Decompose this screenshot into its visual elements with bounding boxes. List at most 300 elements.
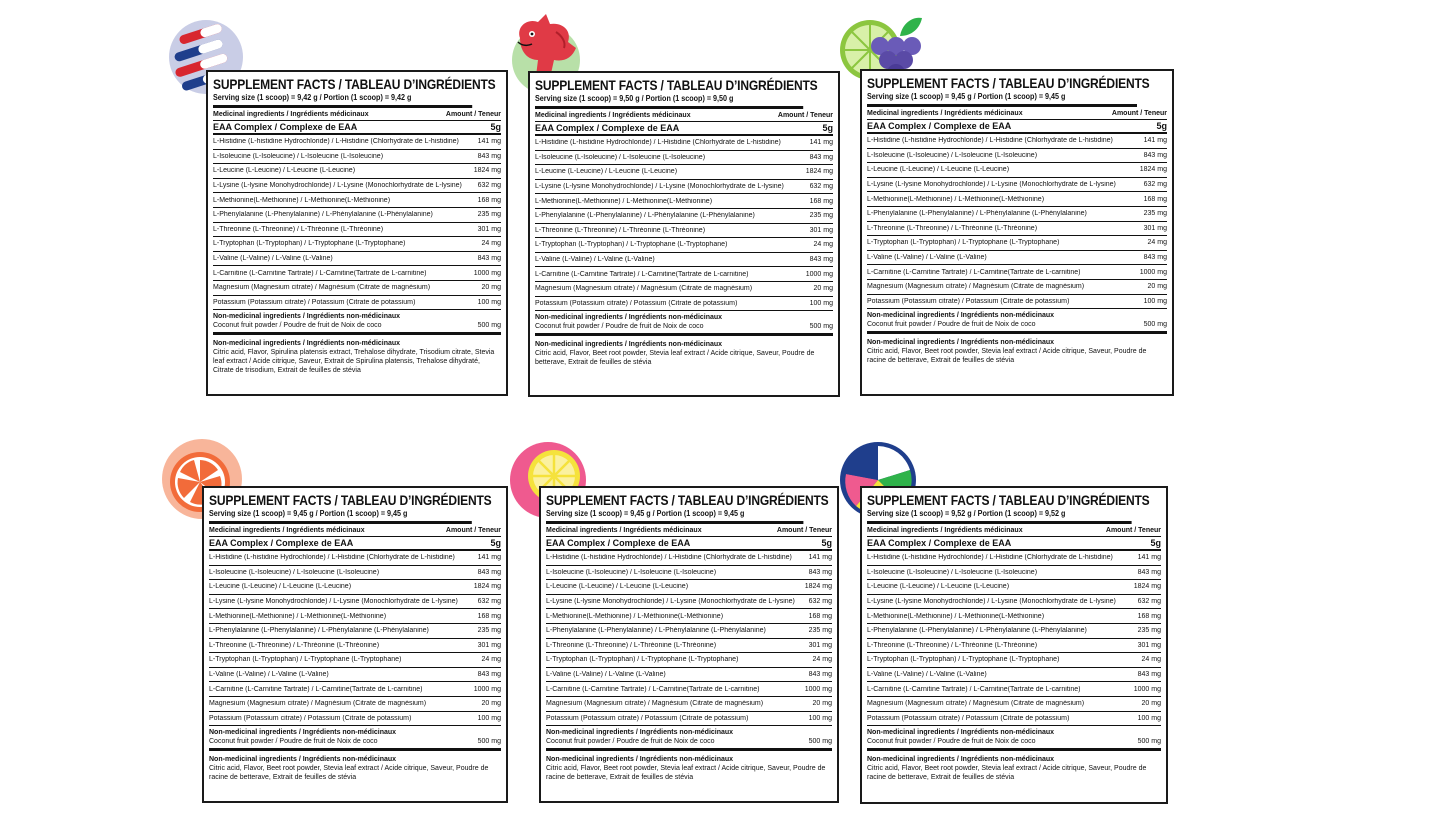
ingredient-name: L-Methionine(L-Methionine) / L-Méthionine(L-Méthionine)	[535, 197, 713, 205]
coconut-amount: 500 mg	[477, 738, 501, 746]
ingredient-row	[867, 178, 1167, 193]
ingredient-row	[213, 281, 501, 296]
ingredient-amount: 301 mg	[1143, 224, 1167, 232]
ingredient-row	[213, 237, 501, 252]
ingredient-name: L-Leucine (L-Leucine) / L-Leucine (L-Leucine)	[535, 168, 678, 176]
ingredient-amount: 1824 mg	[1139, 166, 1167, 174]
ingredient-name: L-Threonine (L-Threonine) / L-Thréonine (L-Thréonine)	[867, 224, 1038, 232]
ingredient-amount: 235 mg	[477, 211, 501, 219]
ingredient-row	[209, 624, 501, 639]
ingredient-name: L-Methionine(L-Methionine) / L-Méthionine(L-Méthionine)	[209, 612, 387, 620]
ingredient-amount: 24 mg	[481, 240, 501, 248]
ingredient-name: Magnesium (Magnesium citrate) / Magnésium (Citrate de magnésium)	[867, 283, 1085, 291]
eaa-complex-amount: 5g	[1156, 121, 1167, 131]
ingredient-amount: 235 mg	[1143, 210, 1167, 218]
ingredient-row	[213, 135, 501, 150]
ingredient-row	[867, 712, 1161, 727]
label-title: SUPPLEMENT FACTS / TABLEAU D’INGRÉDIENTS	[867, 492, 1150, 508]
ingredient-amount: 235 mg	[808, 627, 832, 635]
ingredient-name: L-Histidine (L-histidine Hydrochloride) / L-Histidine (Chlorhydrate de L-histidine)	[213, 138, 459, 146]
ingredient-row	[535, 136, 833, 151]
ingredient-name: L-Threonine (L-Threonine) / L-Thréonine (L-Thréonine)	[546, 641, 717, 649]
ingredient-row	[535, 209, 833, 224]
ingredient-amount: 632 mg	[477, 182, 501, 190]
eaa-complex-name: EAA Complex / Complexe de EAA	[867, 121, 1012, 131]
eaa-complex-amount: 5g	[490, 538, 501, 548]
supplement-facts-label	[860, 486, 1168, 804]
ingredient-row	[535, 151, 833, 166]
ingredient-name: Magnesium (Magnesium citrate) / Magnésium (Citrate de magnésium)	[535, 285, 753, 293]
ingredient-name: L-Histidine (L-histidine Hydrochloride) / L-Histidine (Chlorhydrate de L-histidine)	[546, 554, 792, 562]
ingredient-row	[546, 682, 832, 697]
ingredient-name: Potassium (Potassium citrate) / Potassium (Citrate de potassium)	[535, 299, 738, 307]
ingredient-amount: 235 mg	[809, 212, 833, 220]
eaa-complex-row	[546, 537, 832, 551]
ingredient-row	[867, 149, 1167, 164]
serving-size: Serving size (1 scoop) = 9,45 g / Portion (1 scoop) = 9,45 g	[546, 509, 803, 524]
ingredient-amount: 168 mg	[1137, 612, 1161, 620]
ingredient-amount: 843 mg	[1143, 254, 1167, 262]
ingredient-amount: 100 mg	[477, 714, 501, 722]
ingredient-amount: 141 mg	[477, 138, 501, 146]
other-ingredients-header: Non-medicinal ingredients / Ingrédients non-médicinaux	[213, 340, 401, 348]
ingredient-name: L-Valine (L-Valine) / L-Valine (L-Valine)	[535, 256, 655, 264]
ingredient-row	[867, 682, 1161, 697]
coconut-name: Coconut fruit powder / Poudre de fruit de Noix de coco	[867, 321, 1036, 329]
supplement-facts-label	[202, 486, 508, 803]
ingredient-name: L-Isoleucine (L-Isoleucine) / L-Isoleucine (L-Isoleucine)	[209, 568, 380, 576]
ingredient-amount: 168 mg	[477, 196, 501, 204]
ingredient-row	[213, 266, 501, 281]
ingredient-amount: 24 mg	[812, 656, 832, 664]
ingredient-name: L-Carnitine (L-Carnitine Tartrate) / L-Carnitine(Tartrate de L-carnitine)	[213, 269, 427, 277]
ingredient-rows	[209, 551, 501, 726]
coconut-row	[867, 737, 1161, 751]
ingredient-amount: 168 mg	[808, 612, 832, 620]
ingredient-row	[209, 551, 501, 566]
ingredient-amount: 100 mg	[1143, 297, 1167, 305]
ingredient-row	[213, 223, 501, 238]
ingredient-amount: 141 mg	[1137, 554, 1161, 562]
nonmedicinal-header: Non-medicinal ingredients / Ingrédients non-médicinaux	[209, 729, 397, 737]
ingredient-amount: 843 mg	[1143, 151, 1167, 159]
ingredient-name: L-Methionine(L-Methionine) / L-Méthionine(L-Méthionine)	[867, 612, 1045, 620]
ingredient-row	[546, 624, 832, 639]
ingredient-amount: 843 mg	[1137, 568, 1161, 576]
other-ingredients-header: Non-medicinal ingredients / Ingrédients non-médicinaux	[867, 339, 1055, 347]
label-title: SUPPLEMENT FACTS / TABLEAU D’INGRÉDIENTS	[535, 77, 818, 93]
eaa-complex-row	[867, 120, 1167, 134]
ingredient-name: L-Isoleucine (L-Isoleucine) / L-Isoleucine (L-Isoleucine)	[546, 568, 717, 576]
ingredient-row	[213, 208, 501, 223]
other-ingredients	[546, 751, 832, 782]
ingredient-amount: 20 mg	[1147, 283, 1167, 291]
ingredient-amount: 168 mg	[477, 612, 501, 620]
ingredient-amount: 168 mg	[809, 197, 833, 205]
eaa-complex-name: EAA Complex / Complexe de EAA	[209, 538, 354, 548]
ingredient-row	[209, 595, 501, 610]
ingredient-name: L-Leucine (L-Leucine) / L-Leucine (L-Leucine)	[209, 583, 352, 591]
ingredient-name: Magnesium (Magnesium citrate) / Magnésium (Citrate de magnésium)	[867, 700, 1085, 708]
ingredient-amount: 632 mg	[1137, 598, 1161, 606]
ingredient-row	[546, 712, 832, 727]
ingredient-name: L-Lysine (L-lysine Monohydrochloride) / L-Lysine (Monochlorhydrate de L-lysine)	[535, 183, 784, 191]
ingredient-row	[867, 551, 1161, 566]
ingredient-amount: 100 mg	[1137, 714, 1161, 722]
ingredient-row	[209, 609, 501, 624]
ingredient-name: L-Isoleucine (L-Isoleucine) / L-Isoleucine (L-Isoleucine)	[867, 151, 1038, 159]
ingredient-row	[209, 639, 501, 654]
ingredient-name: L-Threonine (L-Threonine) / L-Thréonine (L-Thréonine)	[213, 225, 384, 233]
eaa-complex-row	[209, 537, 501, 551]
ingredient-rows	[213, 135, 501, 310]
medicinal-header	[867, 107, 1167, 120]
ingredient-row	[209, 697, 501, 712]
ingredient-amount: 235 mg	[1137, 627, 1161, 635]
medicinal-header-label: Medicinal ingredients / Ingrédients médicinaux	[867, 110, 1023, 117]
ingredient-name: L-Isoleucine (L-Isoleucine) / L-Isoleucine (L-Isoleucine)	[213, 152, 384, 160]
ingredient-rows	[546, 551, 832, 726]
label-title: SUPPLEMENT FACTS / TABLEAU D’INGRÉDIENTS	[209, 492, 492, 508]
ingredient-name: L-Histidine (L-histidine Hydrochloride) / L-Histidine (Chlorhydrate de L-histidine)	[867, 137, 1113, 145]
nonmedicinal-header: Non-medicinal ingredients / Ingrédients non-médicinaux	[867, 312, 1055, 320]
ingredient-name: L-Tryptophan (L-Tryptophan) / L-Tryptophane (L-Tryptophane)	[209, 656, 402, 664]
other-ingredients-header: Non-medicinal ingredients / Ingrédients non-médicinaux	[546, 756, 734, 764]
medicinal-header	[535, 109, 833, 122]
eaa-complex-name: EAA Complex / Complexe de EAA	[535, 123, 680, 133]
other-ingredients-text: Citric acid, Flavor, Beet root powder, Stevia leaf extract / Acide citrique, Saveur, Poudre de racine de betterave, Extrait de feuilles de stévia	[209, 765, 489, 782]
coconut-name: Coconut fruit powder / Poudre de fruit de Noix de coco	[546, 738, 715, 746]
coconut-row	[213, 321, 501, 335]
ingredient-name: L-Histidine (L-histidine Hydrochloride) / L-Histidine (Chlorhydrate de L-histidine)	[209, 554, 455, 562]
ingredient-name: L-Carnitine (L-Carnitine Tartrate) / L-Carnitine(Tartrate de L-carnitine)	[867, 268, 1081, 276]
ingredient-amount: 843 mg	[477, 568, 501, 576]
other-ingredients	[867, 334, 1167, 365]
ingredient-name: L-Valine (L-Valine) / L-Valine (L-Valine)	[867, 671, 987, 679]
ingredient-row	[546, 697, 832, 712]
ingredient-amount: 301 mg	[1137, 641, 1161, 649]
ingredient-row	[867, 280, 1167, 295]
ingredient-name: L-Leucine (L-Leucine) / L-Leucine (L-Leucine)	[546, 583, 689, 591]
ingredient-name: L-Lysine (L-lysine Monohydrochloride) / L-Lysine (Monochlorhydrate de L-lysine)	[213, 182, 462, 190]
ingredient-row	[546, 653, 832, 668]
ingredient-amount: 168 mg	[1143, 195, 1167, 203]
ingredient-name: L-Threonine (L-Threonine) / L-Thréonine (L-Thréonine)	[867, 641, 1038, 649]
ingredient-amount: 301 mg	[808, 641, 832, 649]
eaa-complex-amount: 5g	[490, 122, 501, 132]
ingredient-row	[867, 653, 1161, 668]
ingredient-name: Potassium (Potassium citrate) / Potassium (Citrate de potassium)	[209, 714, 412, 722]
medicinal-header	[213, 108, 501, 121]
ingredient-row	[546, 566, 832, 581]
ingredient-row	[867, 134, 1167, 149]
ingredient-amount: 843 mg	[477, 152, 501, 160]
ingredient-amount: 24 mg	[813, 241, 833, 249]
other-ingredients	[213, 335, 501, 375]
ingredient-row	[867, 163, 1167, 178]
ingredient-row	[535, 224, 833, 239]
ingredient-row	[867, 207, 1167, 222]
other-ingredients	[209, 751, 501, 782]
ingredient-name: L-Phenylalanine (L-Phenylalanine) / L-Phénylalanine (L-Phénylalanine)	[209, 627, 429, 635]
ingredient-row	[213, 179, 501, 194]
medicinal-header	[546, 524, 832, 537]
ingredient-name: L-Phenylalanine (L-Phenylalanine) / L-Phénylalanine (L-Phénylalanine)	[546, 627, 766, 635]
ingredient-row	[867, 609, 1161, 624]
amount-header: Amount / Teneur	[445, 527, 501, 534]
ingredient-name: L-Carnitine (L-Carnitine Tartrate) / L-Carnitine(Tartrate de L-carnitine)	[546, 685, 760, 693]
medicinal-header-label: Medicinal ingredients / Ingrédients médicinaux	[867, 527, 1023, 534]
ingredient-name: L-Lysine (L-lysine Monohydrochloride) / L-Lysine (Monochlorhydrate de L-lysine)	[546, 598, 795, 606]
eaa-complex-amount: 5g	[821, 538, 832, 548]
medicinal-header-label: Medicinal ingredients / Ingrédients médicinaux	[209, 527, 365, 534]
label-title: SUPPLEMENT FACTS / TABLEAU D’INGRÉDIENTS	[546, 492, 829, 508]
ingredient-amount: 843 mg	[808, 671, 832, 679]
ingredient-name: L-Leucine (L-Leucine) / L-Leucine (L-Leucine)	[867, 166, 1010, 174]
ingredient-row	[867, 580, 1161, 595]
ingredient-name: L-Phenylalanine (L-Phenylalanine) / L-Phénylalanine (L-Phénylalanine)	[867, 210, 1087, 218]
ingredient-row	[213, 164, 501, 179]
ingredient-amount: 1000 mg	[805, 270, 833, 278]
ingredient-amount: 141 mg	[808, 554, 832, 562]
ingredient-name: L-Leucine (L-Leucine) / L-Leucine (L-Leucine)	[213, 167, 356, 175]
ingredient-row	[546, 639, 832, 654]
coconut-row	[535, 322, 833, 336]
medicinal-header	[209, 524, 501, 537]
ingredient-row	[209, 668, 501, 683]
medicinal-header-label: Medicinal ingredients / Ingrédients médicinaux	[546, 527, 702, 534]
ingredient-amount: 20 mg	[481, 700, 501, 708]
ingredient-name: L-Phenylalanine (L-Phenylalanine) / L-Phénylalanine (L-Phénylalanine)	[213, 211, 433, 219]
serving-size: Serving size (1 scoop) = 9,45 g / Portion (1 scoop) = 9,45 g	[209, 509, 472, 524]
ingredient-row	[546, 668, 832, 683]
ingredient-amount: 141 mg	[1143, 137, 1167, 145]
ingredient-amount: 24 mg	[1147, 239, 1167, 247]
ingredient-amount: 1000 mg	[1133, 685, 1161, 693]
ingredient-name: Potassium (Potassium citrate) / Potassium (Citrate de potassium)	[867, 297, 1070, 305]
ingredient-amount: 843 mg	[809, 256, 833, 264]
supplement-facts-label	[528, 71, 840, 397]
nonmedicinal-header: Non-medicinal ingredients / Ingrédients non-médicinaux	[546, 729, 734, 737]
ingredient-row	[867, 624, 1161, 639]
ingredient-amount: 632 mg	[477, 598, 501, 606]
ingredient-row	[867, 668, 1161, 683]
nonmedicinal-header: Non-medicinal ingredients / Ingrédients non-médicinaux	[213, 313, 401, 321]
label-title: SUPPLEMENT FACTS / TABLEAU D’INGRÉDIENTS	[867, 75, 1150, 91]
ingredient-name: L-Tryptophan (L-Tryptophan) / L-Tryptophane (L-Tryptophane)	[535, 241, 728, 249]
medicinal-header-label: Medicinal ingredients / Ingrédients médicinaux	[535, 112, 691, 119]
medicinal-header-label: Medicinal ingredients / Ingrédients médicinaux	[213, 111, 369, 118]
supplement-facts-label	[206, 70, 508, 396]
other-ingredients-text: Citric acid, Flavor, Spirulina platensis extract, Trehalose dihydrate, Trisodium citrate, Stevia leaf extract / Acide citrique, Saveur, Extrait de Spirulina platensis, Trehalose dihydraté, Citrate de trisodium, Extrait de feuilles de stévia	[213, 349, 495, 375]
ingredient-rows	[535, 136, 833, 311]
supplement-facts-label	[539, 486, 839, 803]
ingredient-row	[867, 566, 1161, 581]
ingredient-row	[213, 252, 501, 267]
ingredient-row	[535, 297, 833, 312]
ingredient-amount: 20 mg	[1141, 700, 1161, 708]
ingredient-rows	[867, 551, 1161, 726]
other-ingredients-header: Non-medicinal ingredients / Ingrédients non-médicinaux	[867, 756, 1055, 764]
ingredient-amount: 632 mg	[808, 598, 832, 606]
ingredient-name: Magnesium (Magnesium citrate) / Magnésium (Citrate de magnésium)	[209, 700, 427, 708]
ingredient-name: L-Tryptophan (L-Tryptophan) / L-Tryptophane (L-Tryptophane)	[213, 240, 406, 248]
ingredient-row	[867, 265, 1167, 280]
ingredient-name: L-Isoleucine (L-Isoleucine) / L-Isoleucine (L-Isoleucine)	[535, 153, 706, 161]
ingredient-name: L-Phenylalanine (L-Phenylalanine) / L-Phénylalanine (L-Phénylalanine)	[867, 627, 1087, 635]
ingredient-amount: 24 mg	[1141, 656, 1161, 664]
other-ingredients-header: Non-medicinal ingredients / Ingrédients non-médicinaux	[535, 341, 723, 349]
ingredient-amount: 1824 mg	[804, 583, 832, 591]
ingredient-name: L-Histidine (L-histidine Hydrochloride) / L-Histidine (Chlorhydrate de L-histidine)	[535, 139, 781, 147]
amount-header: Amount / Teneur	[1105, 527, 1161, 534]
ingredient-row	[209, 682, 501, 697]
nonmedicinal-header: Non-medicinal ingredients / Ingrédients non-médicinaux	[535, 314, 723, 322]
supplement-facts-label	[860, 69, 1174, 396]
ingredient-amount: 141 mg	[477, 554, 501, 562]
ingredient-amount: 1824 mg	[805, 168, 833, 176]
ingredient-row	[546, 609, 832, 624]
ingredient-amount: 20 mg	[813, 285, 833, 293]
serving-size: Serving size (1 scoop) = 9,45 g / Portion (1 scoop) = 9,45 g	[867, 92, 1137, 107]
ingredient-name: L-Lysine (L-lysine Monohydrochloride) / L-Lysine (Monochlorhydrate de L-lysine)	[867, 181, 1116, 189]
ingredient-row	[535, 194, 833, 209]
coconut-name: Coconut fruit powder / Poudre de fruit de Noix de coco	[213, 322, 382, 330]
other-ingredients-text: Citric acid, Flavor, Beet root powder, Stevia leaf extract / Acide citrique, Saveur, Poudre de racine de betterave, Extrait de feuilles de stévia	[867, 348, 1147, 365]
ingredient-row	[867, 697, 1161, 712]
ingredient-amount: 843 mg	[809, 153, 833, 161]
ingredient-name: L-Histidine (L-histidine Hydrochloride) / L-Histidine (Chlorhydrate de L-histidine)	[867, 554, 1113, 562]
coconut-amount: 500 mg	[808, 738, 832, 746]
ingredient-row	[867, 222, 1167, 237]
ingredient-name: L-Lysine (L-lysine Monohydrochloride) / L-Lysine (Monochlorhydrate de L-lysine)	[867, 598, 1116, 606]
ingredient-amount: 1000 mg	[473, 269, 501, 277]
coconut-amount: 500 mg	[477, 322, 501, 330]
ingredient-name: L-Tryptophan (L-Tryptophan) / L-Tryptophane (L-Tryptophane)	[867, 656, 1060, 664]
coconut-row	[867, 320, 1167, 334]
coconut-row	[546, 737, 832, 751]
ingredient-row	[867, 639, 1161, 654]
ingredient-amount: 1824 mg	[473, 583, 501, 591]
eaa-complex-name: EAA Complex / Complexe de EAA	[213, 122, 358, 132]
ingredient-row	[213, 193, 501, 208]
ingredient-amount: 141 mg	[809, 139, 833, 147]
ingredient-amount: 843 mg	[477, 671, 501, 679]
ingredient-row	[209, 580, 501, 595]
eaa-complex-amount: 5g	[822, 123, 833, 133]
ingredient-name: Potassium (Potassium citrate) / Potassium (Citrate de potassium)	[867, 714, 1070, 722]
ingredient-row	[546, 595, 832, 610]
ingredient-row	[535, 180, 833, 195]
ingredient-amount: 20 mg	[481, 284, 501, 292]
ingredient-row	[546, 551, 832, 566]
ingredient-name: Potassium (Potassium citrate) / Potassium (Citrate de potassium)	[546, 714, 749, 722]
ingredient-row	[213, 150, 501, 165]
ingredient-name: L-Methionine(L-Methionine) / L-Méthionine(L-Méthionine)	[546, 612, 724, 620]
ingredient-row	[209, 712, 501, 727]
ingredient-amount: 1824 mg	[473, 167, 501, 175]
ingredient-name: L-Tryptophan (L-Tryptophan) / L-Tryptophane (L-Tryptophane)	[546, 656, 739, 664]
amount-header: Amount / Teneur	[445, 111, 501, 118]
ingredient-row	[535, 238, 833, 253]
coconut-amount: 500 mg	[1137, 738, 1161, 746]
ingredient-name: Magnesium (Magnesium citrate) / Magnésium (Citrate de magnésium)	[546, 700, 764, 708]
other-ingredients-header: Non-medicinal ingredients / Ingrédients non-médicinaux	[209, 756, 397, 764]
ingredient-row	[546, 580, 832, 595]
nonmedicinal-header: Non-medicinal ingredients / Ingrédients non-médicinaux	[867, 729, 1055, 737]
ingredient-row	[867, 295, 1167, 310]
ingredient-row	[867, 192, 1167, 207]
ingredient-amount: 843 mg	[808, 568, 832, 576]
ingredient-name: L-Carnitine (L-Carnitine Tartrate) / L-Carnitine(Tartrate de L-carnitine)	[209, 685, 423, 693]
ingredient-amount: 100 mg	[809, 299, 833, 307]
ingredient-row	[867, 595, 1161, 610]
ingredient-amount: 301 mg	[477, 641, 501, 649]
ingredient-amount: 235 mg	[477, 627, 501, 635]
label-title: SUPPLEMENT FACTS / TABLEAU D’INGRÉDIENTS	[213, 76, 496, 92]
ingredient-row	[209, 653, 501, 668]
medicinal-header	[867, 524, 1161, 537]
ingredient-name: L-Valine (L-Valine) / L-Valine (L-Valine)	[546, 671, 666, 679]
other-ingredients-text: Citric acid, Flavor, Beet root powder, Stevia leaf extract / Acide citrique, Saveur, Poudre de betterave, Extrait de feuilles de stévia	[535, 350, 815, 367]
ingredient-name: L-Isoleucine (L-Isoleucine) / L-Isoleucine (L-Isoleucine)	[867, 568, 1038, 576]
amount-header: Amount / Teneur	[776, 527, 832, 534]
ingredient-name: L-Valine (L-Valine) / L-Valine (L-Valine)	[213, 255, 333, 263]
ingredient-amount: 20 mg	[812, 700, 832, 708]
ingredient-amount: 632 mg	[1143, 181, 1167, 189]
ingredient-amount: 301 mg	[809, 226, 833, 234]
serving-size: Serving size (1 scoop) = 9,42 g / Portion (1 scoop) = 9,42 g	[213, 93, 472, 108]
ingredient-amount: 1000 mg	[804, 685, 832, 693]
ingredient-amount: 1824 mg	[1133, 583, 1161, 591]
ingredient-name: L-Phenylalanine (L-Phenylalanine) / L-Phénylalanine (L-Phénylalanine)	[535, 212, 755, 220]
serving-size: Serving size (1 scoop) = 9,50 g / Portion (1 scoop) = 9,50 g	[535, 94, 803, 109]
ingredient-name: L-Threonine (L-Threonine) / L-Thréonine (L-Thréonine)	[535, 226, 706, 234]
ingredient-row	[535, 165, 833, 180]
ingredient-name: L-Tryptophan (L-Tryptophan) / L-Tryptophane (L-Tryptophane)	[867, 239, 1060, 247]
eaa-complex-row	[535, 122, 833, 136]
eaa-complex-row	[213, 121, 501, 135]
ingredient-amount: 301 mg	[477, 225, 501, 233]
ingredient-amount: 632 mg	[809, 183, 833, 191]
ingredient-name: L-Threonine (L-Threonine) / L-Thréonine (L-Thréonine)	[209, 641, 380, 649]
serving-size: Serving size (1 scoop) = 9,52 g / Portion (1 scoop) = 9,52 g	[867, 509, 1132, 524]
ingredient-row	[535, 253, 833, 268]
ingredient-name: L-Carnitine (L-Carnitine Tartrate) / L-Carnitine(Tartrate de L-carnitine)	[867, 685, 1081, 693]
amount-header: Amount / Teneur	[777, 112, 833, 119]
ingredient-amount: 843 mg	[1137, 671, 1161, 679]
eaa-complex-name: EAA Complex / Complexe de EAA	[546, 538, 691, 548]
ingredient-amount: 1000 mg	[1139, 268, 1167, 276]
ingredient-row	[535, 282, 833, 297]
coconut-amount: 500 mg	[1143, 321, 1167, 329]
ingredient-row	[209, 566, 501, 581]
coconut-row	[209, 737, 501, 751]
amount-header: Amount / Teneur	[1111, 110, 1167, 117]
other-ingredients-text: Citric acid, Flavor, Beet root powder, Stevia leaf extract / Acide citrique, Saveur, Poudre de racine de betterave, Extrait de feuilles de stévia	[867, 765, 1147, 782]
eaa-complex-name: EAA Complex / Complexe de EAA	[867, 538, 1012, 548]
ingredient-name: L-Leucine (L-Leucine) / L-Leucine (L-Leucine)	[867, 583, 1010, 591]
ingredient-name: L-Methionine(L-Methionine) / L-Méthionine(L-Méthionine)	[213, 196, 391, 204]
other-ingredients	[867, 751, 1161, 782]
ingredient-amount: 100 mg	[477, 298, 501, 306]
ingredient-amount: 100 mg	[808, 714, 832, 722]
ingredient-name: L-Lysine (L-lysine Monohydrochloride) / L-Lysine (Monochlorhydrate de L-lysine)	[209, 598, 458, 606]
other-ingredients-text: Citric acid, Flavor, Beet root powder, Stevia leaf extract / Acide citrique, Saveur, Poudre de racine de betterave, Extrait de feuilles de stévia	[546, 765, 826, 782]
ingredient-amount: 843 mg	[477, 255, 501, 263]
ingredient-name: L-Methionine(L-Methionine) / L-Méthionine(L-Méthionine)	[867, 195, 1045, 203]
coconut-amount: 500 mg	[809, 323, 833, 331]
